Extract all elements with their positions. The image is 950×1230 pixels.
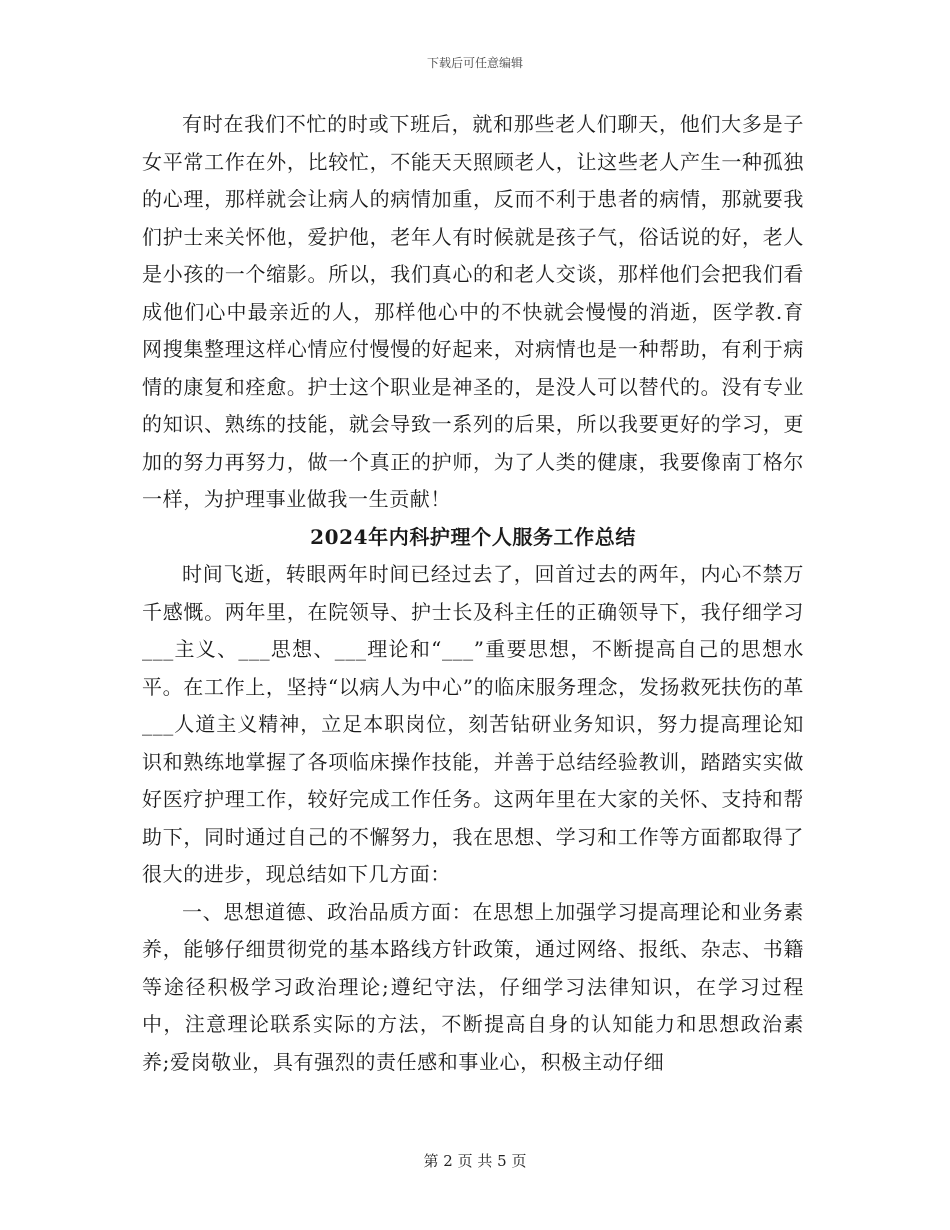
body-paragraph-1: 有时在我们不忙的时或下班后，就和那些老人们聊天，他们大多是子女平常工作在外，比较忙，不能天天照顾老人，让这些老人产生一种孤独的心理，那样就会让病人的病情加重，反而不利于患者的病情，那就要我们护士来关怀他，爱护他，老年人有时候就是孩子气，俗话说的好，老人是小孩的一个缩影。所以，我们真心的和老人交谈，那样他们会把我们看成他们心中最亲近的人，那样他心中的不快就会慢慢的消逝，医学教.育网搜集整理这样心情应付慢慢的好起来，对病情也是一种帮助，有利于病情的康复和痊愈。护士这个职业是神圣的，是没人可以替代的。没有专业的知识、熟练的技能，就会导致一系列的后果，所以我要更好的学习，更加的努力再努力，做一个真正的护师，为了人类的健康，我要像南丁格尔一样，为护理事业做我一生贡献！ <box>142 112 804 511</box>
page-header: 下载后可任意编辑 <box>426 56 523 70</box>
section-title: 2024年内科护理个人服务工作总结 <box>310 524 636 549</box>
page-number-footer: 第 2 页 共 5 页 <box>423 1152 527 1170</box>
document-body <box>142 106 804 1081</box>
body-paragraph-2: 时间飞逝，转眼两年时间已经过去了，回首过去的两年，内心不禁万千感慨。两年里，在院领导、护士长及科主任的正确领导下，我仔细学习___主义、___思想、___理论和“___”重要思想，不断提高自己的思想水平。在工作上，坚持“以病人为中心”的临床服务理念，发扬救死扶伤的革___人道主义精神，立足本职岗位，刻苦钻研业务知识，努力提高理论知识和熟练地掌握了各项临床操作技能，并善于总结经验教训，踏踏实实做好医疗护理工作，较好完成工作任务。这两年里在大家的关怀、支持和帮助下，同时通过自己的不懈努力，我在思想、学习和工作等方面都取得了很大的进步，现总结如下几方面： <box>142 562 804 886</box>
body-paragraph-3: 一、思想道德、政治品质方面：在思想上加强学习提高理论和业务素养，能够仔细贯彻党的基本路线方针政策，通过网络、报纸、杂志、书籍等途径积极学习政治理论;遵纪守法，仔细学习法律知识，在学习过程中，注意理论联系实际的方法，不断提高自身的认知能力和思想政治素养;爱岗敬业，具有强烈的责任感和事业心，积极主动仔细 <box>142 899 804 1074</box>
